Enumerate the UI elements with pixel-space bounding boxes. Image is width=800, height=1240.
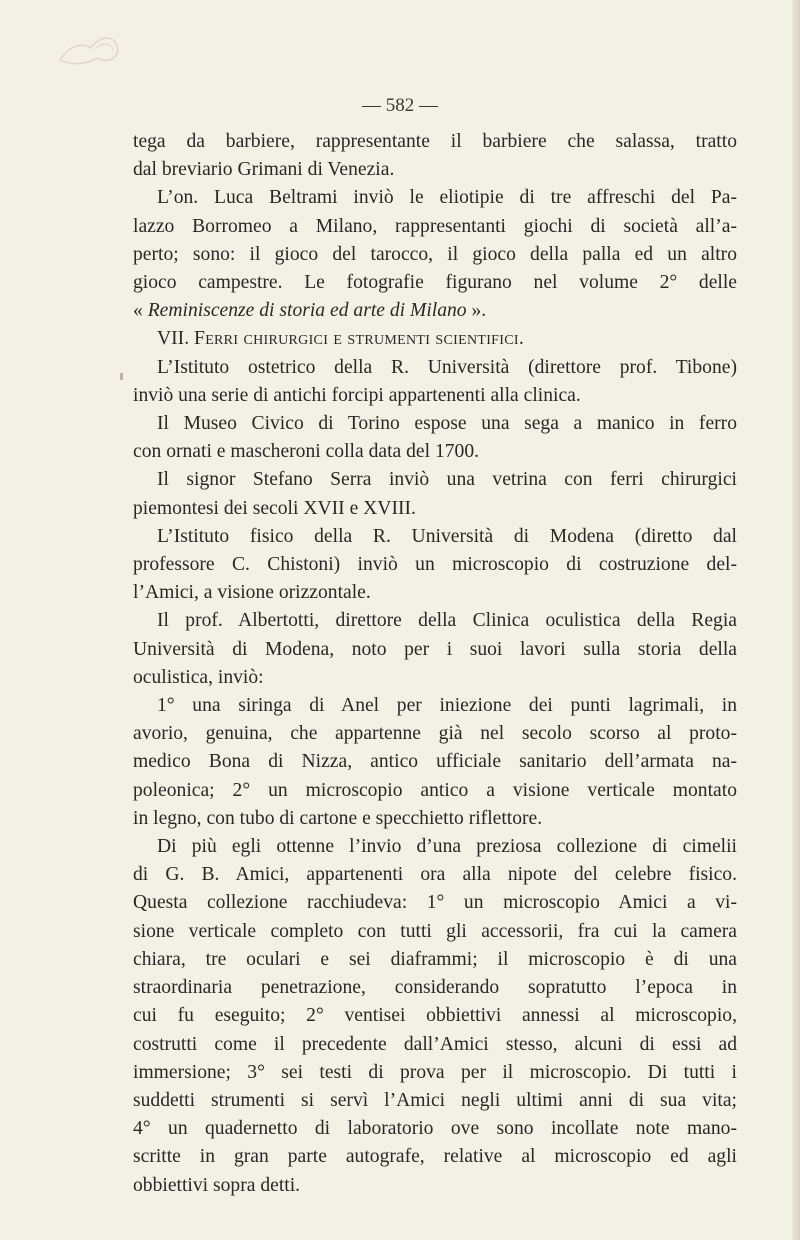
text-line: chiara, tre oculari e sei diaframmi; il microscopio è di una [133, 948, 737, 970]
text-line: scritte in gran parte autografe, relative al microscopio ed agli [133, 1146, 737, 1168]
text-line: gioco campestre. Le fotografie figurano nel volume 2° delle [133, 272, 737, 294]
text-line: medico Bona di Nizza, antico ufficiale sanitario dell’armata na- [133, 751, 737, 773]
text-line: L’Istituto fisico della R. Università di Modena (diretto dal [157, 525, 737, 547]
text-line: tega da barbiere, rappresentante il barbiere che salassa, tratto [133, 131, 737, 152]
text-line: dal breviario Grimani di Venezia. [133, 159, 395, 181]
text-line: sione verticale completo con tutti gli accessorii, fra cui la camera [133, 920, 737, 942]
text-line: l’Amici, a visione orizzontale. [133, 582, 371, 604]
text-line: oculistica, inviò: [133, 666, 264, 688]
text-line: in legno, con tubo di cartone e specchietto riflettore. [133, 807, 543, 829]
text-line: perto; sono: il gioco del tarocco, il gioco della palla ed un altro [133, 243, 737, 265]
text-line: costrutti come il precedente dall’Amici stesso, alcuni di essi ad [133, 1033, 737, 1055]
text-line: L’on. Luca Beltrami inviò le eliotipie di tre affreschi del Pa- [157, 187, 737, 209]
text-line: straordinaria penetrazione, considerando sopratutto l’epoca in [133, 977, 737, 999]
text-line: obbiettivi sopra detti. [133, 1174, 301, 1196]
text-line: professore C. Chistoni) inviò un microscopio di costruzione del- [133, 554, 737, 576]
text-line: lazzo Borromeo a Milano, rappresentanti giochi di società all’a- [133, 215, 737, 237]
book-title: Reminiscenze di storia ed arte di Milano [147, 300, 467, 322]
open-quote: « [133, 300, 148, 322]
corner-stain-mark [55, 28, 125, 68]
text-line [133, 297, 737, 325]
text-line: Di più egli ottenne l’invio d’una preziosa collezione di cimelii [157, 836, 737, 858]
text-line: 1° una siringa di Anel per iniezione dei punti lagrimali, in [157, 695, 737, 717]
page-edge-shadow [792, 0, 800, 1240]
text-line: Questa collezione racchiudeva: 1° un microscopio Amici a vi- [133, 892, 737, 914]
text-line: poleonica; 2° un microscopio antico a visione verticale montato [133, 779, 737, 801]
text-line: Il Museo Civico di Torino espose una sega a manico in ferro [157, 413, 737, 435]
section-heading: Ferri chirurgici e strumenti scientifici. [194, 328, 525, 350]
text-line: immersione; 3° sei testi di prova per il microscopio. Di tutti i [133, 1061, 737, 1083]
text-line: cui fu eseguito; 2° ventisei obbiettivi annessi al microscopio, [133, 1005, 737, 1027]
text-line: piemontesi dei secoli XVII e XVIII. [133, 497, 416, 519]
margin-mark [120, 373, 123, 380]
page-number: — 582 — [362, 95, 438, 116]
text-line [133, 325, 737, 353]
text-line: suddetti strumenti si servì l’Amici negli ultimi anni di sua vita; [133, 1089, 737, 1111]
close-quote: ». [466, 300, 487, 322]
text-line: Università di Modena, noto per i suoi lavori sulla storia della [133, 638, 737, 660]
text-line: avorio, genuina, che appartenne già nel secolo scorso al proto- [133, 723, 737, 745]
text-line: Il signor Stefano Serra inviò una vetrina con ferri chirurgici [157, 469, 737, 491]
body-text [133, 128, 737, 1200]
section-number: VII. [157, 328, 194, 350]
text-line: con ornati e mascheroni colla data del 1700. [133, 441, 480, 463]
text-line: L’Istituto ostetrico della R. Università (direttore prof. Tibone) [157, 356, 737, 378]
text-line: inviò una serie di antichi forcipi appartenenti alla clinica. [133, 384, 581, 406]
text-line: di G. B. Amici, appartenenti ora alla nipote del celebre fisico. [133, 864, 737, 886]
text-line: 4° un quadernetto di laboratorio ove sono incollate note mano- [133, 1118, 737, 1140]
text-line: Il prof. Albertotti, direttore della Clinica oculistica della Regia [157, 610, 737, 632]
